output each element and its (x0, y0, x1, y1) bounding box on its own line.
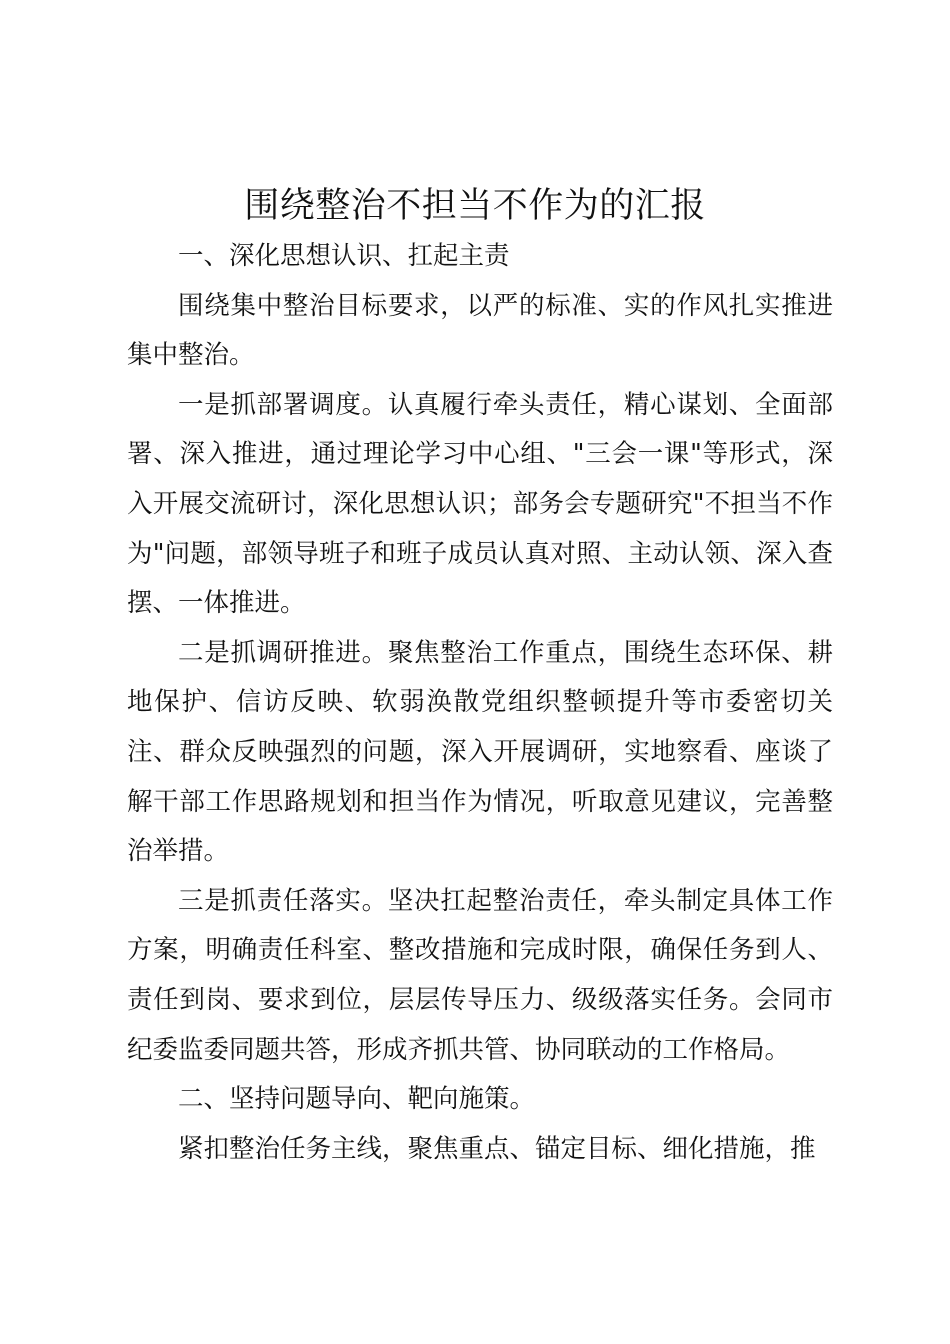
paragraph-intro: 围绕集中整治目标要求，以严的标准、实的作风扎实推进集中整治。 (127, 290, 833, 371)
paragraph-research: 二是抓调研推进。聚焦整治工作重点，围绕生态环保、耕地保护、信访反映、软弱涣散党组织整顿提升等市委密切关注、群众反映强烈的问题，深入开展调研，实地察看、座谈了解干部工作思路规划和担当作为情况，听取意见建议，完善整治举措。 (127, 637, 833, 867)
section-heading-1: 一、深化思想认识、扛起主责 (178, 241, 510, 271)
section-heading-2: 二、坚持问题导向、靶向施策。 (178, 1084, 536, 1115)
document-title: 围绕整治不担当不作为的汇报 (244, 186, 706, 226)
paragraph-deployment: 一是抓部署调度。认真履行牵头责任，精心谋划、全面部署、深入推进，通过理论学习中心组、"三会一课"等形式，深入开展交流研讨，深化思想认识；部务会专题研究"不担当不作为"问题，部领导班子和班子成员认真对照、主动认领、深入查摆、一体推进。 (127, 389, 833, 619)
document-body (127, 232, 833, 1174)
paragraph-task-mainline: 紧扣整治任务主线，聚焦重点、锚定目标、细化措施，推 (178, 1133, 816, 1164)
paragraph-responsibility: 三是抓责任落实。坚决扛起整治责任，牵头制定具体工作方案，明确责任科室、整改措施和完成时限，确保任务到人、责任到岗、要求到位，层层传导压力、级级落实任务。会同市纪委监委同题共答，形成齐抓共管、协同联动的工作格局。 (127, 885, 833, 1065)
